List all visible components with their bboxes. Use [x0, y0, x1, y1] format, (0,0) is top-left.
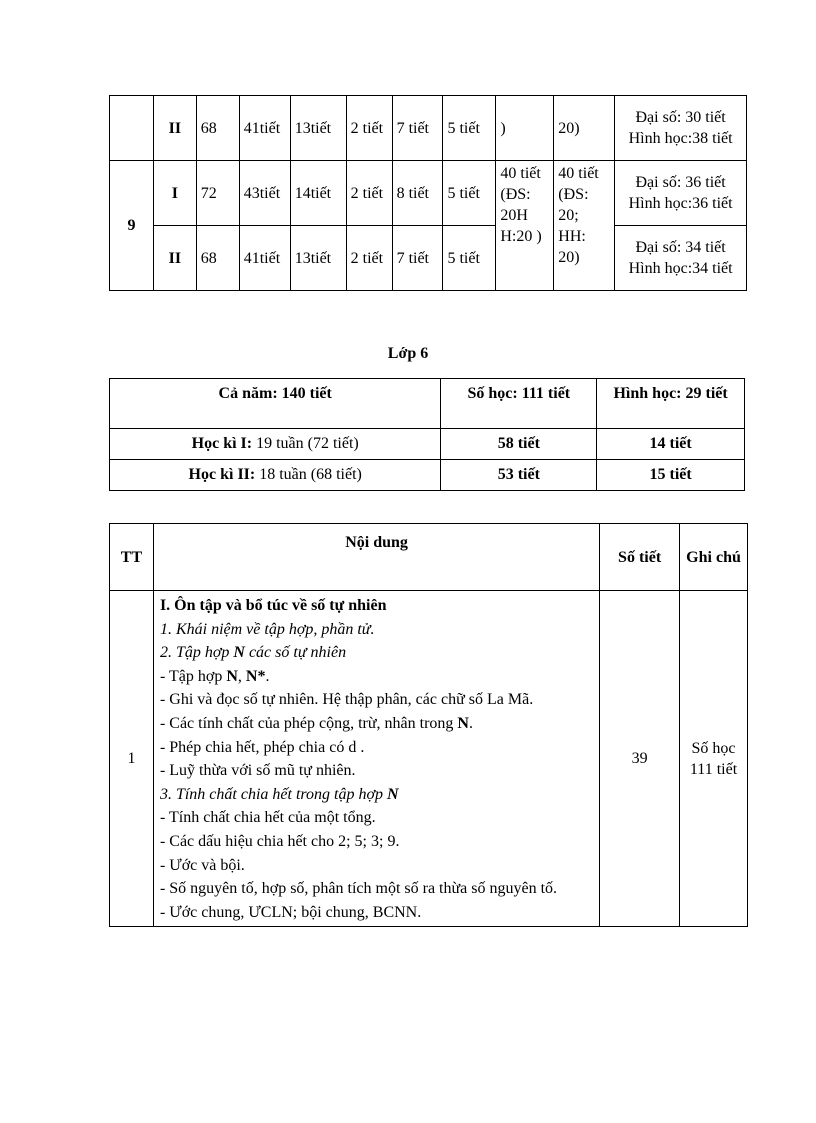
header-so-tiet: Số tiết — [600, 524, 680, 591]
note-cell — [615, 226, 747, 291]
content-line: - Phép chia hết, phép chia có d . — [159, 738, 365, 756]
note-cell — [615, 96, 747, 161]
subsection-heading: 2. Tập hợp N các số tự nhiên — [159, 644, 347, 662]
table-cell: 2 tiết — [346, 226, 392, 291]
table-row — [110, 379, 745, 429]
note-line: Hình học:38 tiết — [628, 130, 733, 147]
table-row — [110, 591, 748, 927]
table-cell: 43tiết — [239, 161, 290, 226]
table-cell: 8 tiết — [392, 161, 443, 226]
table-row — [110, 96, 747, 161]
subsection-heading: 1. Khái niệm về tập hợp, phần tử. — [159, 620, 375, 638]
table-cell: 13tiết — [290, 96, 346, 161]
table-row — [110, 460, 745, 491]
hinh-hoc-cell: 14 tiết — [597, 429, 745, 460]
table-row — [110, 429, 745, 460]
hinh-hoc-cell: Hình học: 29 tiết — [597, 379, 745, 429]
table-cell: ) — [496, 96, 554, 161]
subsection-heading: 3. Tính chất chia hết trong tập hợp N — [159, 785, 399, 803]
semester-cell: II — [153, 226, 196, 291]
table-cell: 40 tiết (ĐS: 20; HH: 20) — [554, 161, 615, 291]
table-cell: 14tiết — [290, 161, 346, 226]
header-ghi-chu: Ghi chú — [680, 524, 748, 591]
section-heading: I. Ôn tập và bổ túc về số tự nhiên — [159, 597, 387, 614]
grade-cell: 9 — [110, 161, 154, 291]
table-cell: 5 tiết — [443, 226, 496, 291]
semester-text: 18 tuần (68 tiết) — [255, 466, 362, 483]
note-line: Đại số: 34 tiết — [635, 239, 726, 256]
table-header-row — [110, 524, 748, 591]
year-total-cell: Cả năm: 140 tiết — [110, 379, 441, 429]
total-cell: 72 — [196, 161, 239, 226]
table-cell: 2 tiết — [346, 96, 392, 161]
table-cell: 7 tiết — [392, 226, 443, 291]
header-noi-dung: Nội dung — [153, 524, 599, 591]
schedule-table — [109, 95, 747, 291]
content-line: - Ước chung, ƯCLN; bội chung, BCNN. — [159, 903, 422, 921]
content-line: - Số nguyên tố, hợp số, phân tích một số ra thừa số nguyên tố. — [159, 880, 558, 898]
semester-label: Học kì II: — [188, 466, 256, 483]
table-cell: 5 tiết — [443, 96, 496, 161]
so-hoc-cell: 53 tiết — [441, 460, 597, 491]
content-table — [109, 523, 748, 927]
content-line: - Ước và bội. — [159, 856, 245, 874]
ghi-chu-cell: Số học 111 tiết — [680, 591, 748, 927]
hinh-hoc-cell: 15 tiết — [597, 460, 745, 491]
note-line: Đại số: 36 tiết — [635, 174, 726, 191]
table-cell: 2 tiết — [346, 161, 392, 226]
content-line: - Ghi và đọc số tự nhiên. Hệ thập phân, các chữ số La Mã. — [159, 691, 534, 709]
content-line: - Tính chất chia hết của một tổng. — [159, 809, 376, 827]
content-line: - Các dấu hiệu chia hết cho 2; 5; 3; 9. — [159, 832, 400, 850]
total-cell: 68 — [196, 96, 239, 161]
semester-cell — [110, 460, 441, 491]
so-tiet-cell: 39 — [600, 591, 680, 927]
grade-cell — [110, 96, 154, 161]
semester-label: Học kì I: — [191, 435, 253, 452]
semester-cell — [110, 429, 441, 460]
semester-text: 19 tuần (72 tiết) — [252, 435, 359, 452]
header-tt: TT — [110, 524, 154, 591]
semester-cell: I — [153, 161, 196, 226]
content-line: - Tập hợp N, N*. — [159, 667, 270, 685]
table-cell: 41tiết — [239, 226, 290, 291]
so-hoc-cell: 58 tiết — [441, 429, 597, 460]
table-cell: 20) — [554, 96, 615, 161]
table-row — [110, 226, 747, 291]
total-cell: 68 — [196, 226, 239, 291]
table-cell: 5 tiết — [443, 161, 496, 226]
content-line: - Luỹ thừa với số mũ tự nhiên. — [159, 762, 356, 780]
content-cell — [153, 591, 599, 927]
note-line: Hình học:36 tiết — [628, 195, 733, 212]
table-row — [110, 161, 747, 226]
note-line: Hình học:34 tiết — [628, 260, 733, 277]
so-hoc-cell: Số học: 111 tiết — [441, 379, 597, 429]
table-cell: 40 tiết (ĐS: 20H H:20 ) — [496, 161, 554, 291]
grade-title: Lớp 6 — [387, 345, 429, 362]
note-line: Đại số: 30 tiết — [635, 109, 726, 126]
note-cell — [615, 161, 747, 226]
row-number: 1 — [110, 591, 154, 927]
table-cell: 13tiết — [290, 226, 346, 291]
semester-cell: II — [153, 96, 196, 161]
summary-table — [109, 378, 745, 491]
content-line: - Các tính chất của phép cộng, trừ, nhân trong N. — [159, 714, 473, 732]
table-cell: 41tiết — [239, 96, 290, 161]
table-cell: 7 tiết — [392, 96, 443, 161]
